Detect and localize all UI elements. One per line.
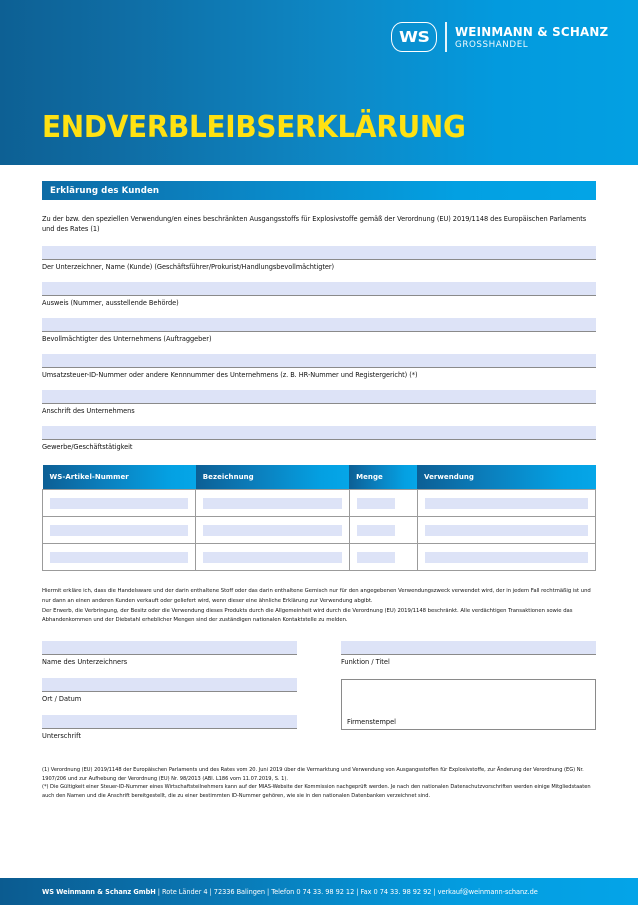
signature-field-name [42, 641, 297, 666]
logo-company-name: WEINMANN & SCHANZ [454, 23, 608, 39]
bevollmaechtigter-input[interactable] [42, 318, 596, 332]
table-row [43, 544, 596, 571]
page-header [0, 0, 638, 165]
cell-input[interactable] [50, 498, 188, 509]
table-col-artikelnummer: WS-Artikel-Nummer [43, 465, 196, 490]
cell-input[interactable] [357, 552, 395, 563]
unterschrift-label: Unterschrift [42, 731, 81, 740]
bevollmaechtigter-label: Bevollmächtigter des Unternehmens (Auftraggeber) [42, 335, 212, 344]
ort-datum-label: Ort / Datum [42, 694, 82, 703]
cell-input[interactable] [357, 498, 395, 509]
table-cell-bezeichnung[interactable] [196, 517, 349, 544]
form-field-unterzeichner [42, 246, 596, 271]
table-cell-menge[interactable] [349, 517, 417, 544]
table-cell-artikelnummer[interactable] [43, 490, 196, 517]
signature-field-ort-datum [42, 678, 297, 703]
logo-divider [445, 22, 446, 52]
form-field-ust-id [42, 354, 596, 379]
form-field-ausweis [42, 282, 596, 307]
unterschrift-input[interactable] [42, 715, 297, 729]
table-row [43, 517, 596, 544]
cell-input[interactable] [203, 525, 341, 536]
footer-company-name: WS Weinmann & Schanz GmbH [42, 887, 156, 896]
anschrift-input[interactable] [42, 390, 596, 404]
table-col-bezeichnung: Bezeichnung [196, 465, 349, 490]
form-field-gewerbe [42, 426, 596, 451]
intro-paragraph: Zu der bzw. den speziellen Verwendung/en eines beschränkten Ausgangsstoffs für Explosivstoffe gemäß der Verordnung (EU) 2019/1148 des Europäischen Parlaments und des Rates (1) [42, 215, 587, 234]
cell-input[interactable] [425, 498, 588, 509]
ausweis-label: Ausweis (Nummer, ausstellende Behörde) [42, 299, 179, 308]
page-footer [0, 878, 638, 905]
company-stamp-box[interactable] [341, 679, 596, 730]
table-header-row [43, 465, 596, 490]
gewerbe-input[interactable] [42, 426, 596, 440]
footnote-1: (1) Verordnung (EU) 2019/1148 der Europäischen Parlaments und des Rates vom 20. Juni 2019 über die Vermarktung und Verwendung von Ausgangsstoffen für Explosivstoffe, zur Änderung der Verordnung (EG) Nr. 1907/206 und zur Aufhebung der Verordnung (EU) Nr. 98/2013 (ABl. L186 vom 11.07.2019, S. 1). [42, 766, 584, 782]
signature-column-left [42, 641, 297, 752]
signature-column-right [341, 641, 596, 752]
footnotes [42, 766, 596, 801]
footnote-2: (*) Die Gültigkeit einer Steuer-ID-Nummer eines Wirtschaftsteilnehmers kann auf der MIAS-Website der Kommission nachgeprüft werden. Je nach den nationalen Datenschutzvorschriften werden einige Mitgliedstaaten auch den Namen und die Anschrift bereitgestellt, die zu einer bestimmten ID-Nummer gehören, wie sie in den nationalen Datenbanken verzeichnet sind. [42, 784, 591, 800]
unterzeichner-input[interactable] [42, 246, 596, 260]
cell-input[interactable] [50, 552, 188, 563]
ws-shield-icon [391, 22, 437, 52]
ust-id-input[interactable] [42, 354, 596, 368]
cell-input[interactable] [50, 525, 188, 536]
signature-field-unterschrift [42, 715, 297, 740]
table-col-verwendung: Verwendung [417, 465, 595, 490]
footer-contact-details: | Rote Länder 4 | 72336 Balingen | Telefon 0 74 33. 98 92 12 | Fax 0 74 33. 98 92 92 | verkauf@weinmann-schanz.de [155, 887, 538, 896]
logo-text-block [455, 25, 616, 50]
page-title: ENDVERBLEIBSERKLÄRUNG [42, 110, 466, 145]
company-stamp-label: Firmenstempel [347, 717, 396, 726]
anschrift-label: Anschrift des Unternehmens [42, 407, 135, 416]
cell-input[interactable] [357, 525, 395, 536]
cell-input[interactable] [425, 525, 588, 536]
cell-input[interactable] [203, 552, 341, 563]
table-cell-verwendung[interactable] [417, 544, 595, 571]
table-cell-menge[interactable] [349, 490, 417, 517]
table-row [43, 490, 596, 517]
signer-name-input[interactable] [42, 641, 297, 655]
form-field-bevollmaechtigter [42, 318, 596, 343]
section-header-label: Erklärung des Kunden [50, 185, 160, 196]
ws-monogram: WS [399, 27, 430, 46]
form-field-anschrift [42, 390, 596, 415]
document-body [0, 181, 638, 801]
table-col-menge: Menge [349, 465, 417, 490]
signer-name-label: Name des Unterzeichners [42, 657, 128, 666]
company-logo [391, 22, 616, 52]
unterzeichner-label: Der Unterzeichner, Name (Kunde) (Geschäftsführer/Prokurist/Handlungsbevollmächtigter) [42, 263, 335, 272]
declaration-paragraph-1: Hiermit erkläre ich, dass die Handelsware und der darin enthaltene Stoff oder das darin enthaltene Gemisch nur für den angegebenen Verwendungszweck verwendet wird, der in jedem Fall rechtmäßig ist und nur dann an einen anderen Kunden verkauft oder geliefert wird, wenn dieser eine ähnliche Erklärung zur Verwendung abgibt. [42, 588, 591, 604]
section-header-kunden-declaration [42, 181, 596, 200]
table-cell-artikelnummer[interactable] [43, 517, 196, 544]
table-cell-menge[interactable] [349, 544, 417, 571]
ust-id-label: Umsatzsteuer-ID-Nummer oder andere Kennnummer des Unternehmens (z. B. HR-Nummer und Registergericht) (*) [42, 371, 418, 380]
table-cell-verwendung[interactable] [417, 517, 595, 544]
cell-input[interactable] [203, 498, 341, 509]
signature-area [42, 641, 596, 752]
articles-table [42, 465, 596, 571]
footer-contact-line [42, 888, 538, 896]
funktion-titel-label: Funktion / Titel [341, 657, 390, 666]
table-cell-bezeichnung[interactable] [196, 544, 349, 571]
logo-company-subtitle: GROSSHANDEL [454, 38, 528, 50]
ausweis-input[interactable] [42, 282, 596, 296]
table-cell-verwendung[interactable] [417, 490, 595, 517]
cell-input[interactable] [425, 552, 588, 563]
declaration-text [42, 587, 596, 624]
declaration-paragraph-2: Der Erwerb, die Verbringung, der Besitz oder die Verwendung dieses Produkts durch die Allgemeinheit wird durch die Verordnung (EU) 2019/1148 beschränkt. Alle verdächtigen Transaktionen sowie das Abhandenkommen und der Diebstahl erheblicher Mengen sind der zuständigen nationalen Kontaktstelle zu melden. [42, 607, 573, 623]
table-cell-bezeichnung[interactable] [196, 490, 349, 517]
ort-datum-input[interactable] [42, 678, 297, 692]
gewerbe-label: Gewerbe/Geschäftstätigkeit [42, 443, 133, 452]
funktion-titel-input[interactable] [341, 641, 596, 655]
table-cell-artikelnummer[interactable] [43, 544, 196, 571]
signature-field-funktion [341, 641, 596, 666]
